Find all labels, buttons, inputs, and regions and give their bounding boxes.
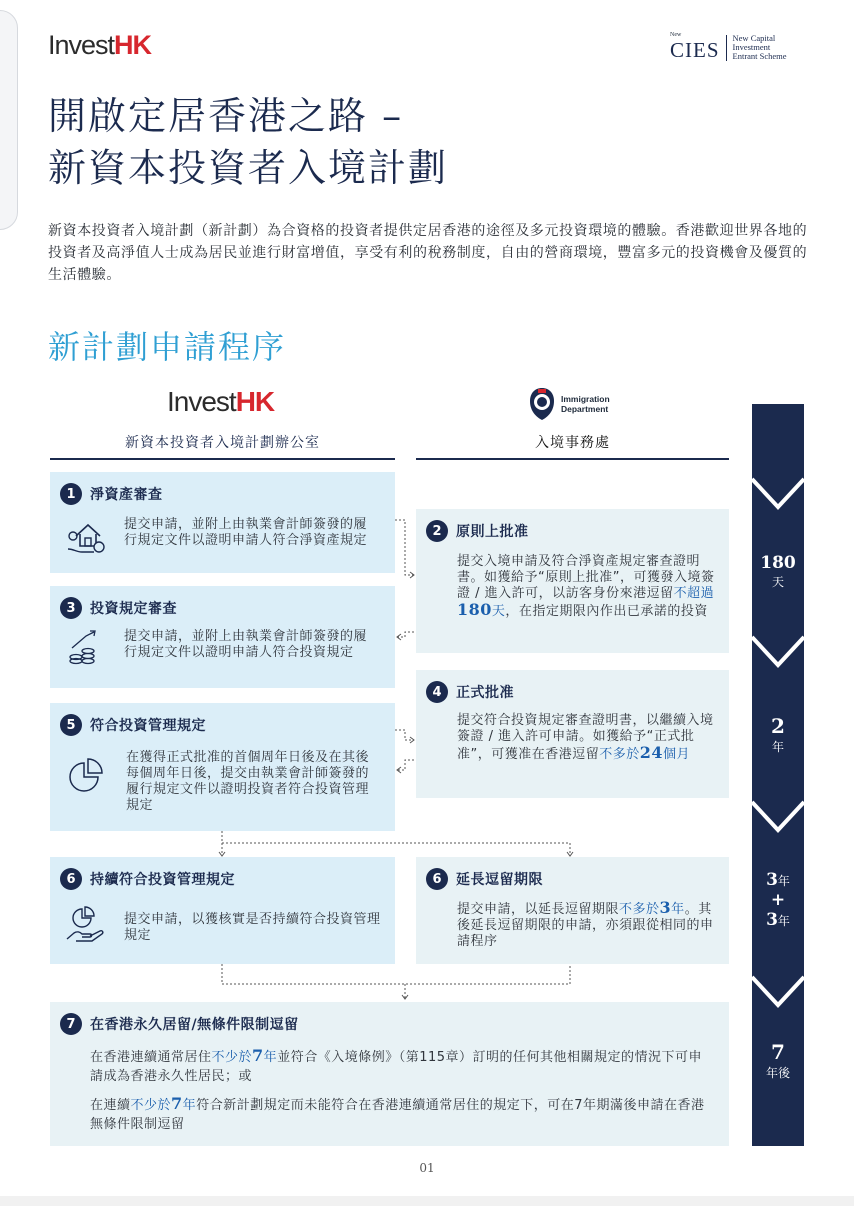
step-body: 提交申請，並附上由執業會計師簽發的履行規定文件以證明申請人符合淨資產規定 [124,517,368,548]
step-title: 持續符合投資管理規定 [90,872,235,888]
timeline-label-7-years: 7 年後 [765,1040,790,1080]
step-number: 2 [426,520,448,542]
step-title: 延長逗留期限 [456,872,543,888]
page-number: 01 [419,1161,435,1175]
step-body: 提交入境申請及符合淨資產規定審查證明書。如獲給予“原則上批准”，可獲發入境簽證 / 進入許可，以訪客身份來港逗留不超過180天，在指定期限內作出已承諾的投資 [457,554,715,619]
step-title: 在香港永久居留/無條件限制逗留 [90,1017,299,1033]
timeline-bar [752,404,804,1146]
step-body: 提交申請，以獲核實是否持續符合投資管理規定 [124,912,381,943]
cies-logo: New CIES New Capital Investment Entrant Scheme [670,32,787,62]
step-number: 4 [426,681,448,703]
page-title: 開啟定居香港之路 – 新資本投資者入境計劃 [48,94,449,190]
footer-band [0,1196,854,1206]
step-title: 正式批准 [456,685,514,701]
step-number: 7 [60,1013,82,1035]
step-title: 投資規定審查 [90,601,177,617]
column-head-immigration: 入境事務處 [535,435,610,451]
section-heading: 新計劃申請程序 [48,328,287,366]
intro-paragraph: 新資本投資者入境計劃（新計劃）為合資格的投資者提供定居香港的途徑及多元投資環境的體驗。香港歡迎世界各地的投資者及高淨值人士成為居民並進行財富增值，享受有利的稅務制度，自由的營商環境，豐富多元的投資機會及優質的生活體驗。 [48,223,808,283]
investhk-logo-column: InvestHK [167,386,275,417]
step-body: 提交申請，並附上由執業會計師簽發的履行規定文件以證明申請人符合投資規定 [124,629,368,660]
immigration-department-logo: Immigration Department [527,386,610,422]
step-body: 提交申請，以延長逗留期限不多於3年。其後延長逗留期限的申請，亦須跟從相同的申請程序 [457,898,714,949]
step-7-paragraph-1: 在香港連續通常居住不少於7年並符合《入境條例》（第115章）訂明的任何其他相關規定的情況下可申請成為香港永久性居民；或 [90,1046,703,1084]
timeline-label-2-years: 2 年 [771,714,785,754]
column-head-office: 新資本投資者入境計劃辦公室 [125,435,320,451]
step-number: 6 [426,868,448,890]
step-body: 在獲得正式批准的首個周年日後及在其後每個周年日後，提交由執業會計師簽發的履行規定文件以證明投資者符合投資管理規定 [126,750,370,813]
step-title: 淨資產審查 [90,487,163,503]
step-title: 原則上批准 [456,524,529,540]
timeline-label-180-days: 180 天 [760,553,796,589]
step-number: 5 [60,714,82,736]
timeline-chevrons [752,404,804,1146]
step-body: 提交符合投資規定審查證明書，以繼續入境簽證 / 進入許可申請。如獲給予“正式批准”，可獲准在香港逗留不多於24個月 [457,713,714,762]
step-title: 符合投資管理規定 [90,718,206,734]
step-number: 6 [60,868,82,890]
timeline-label-3-plus-3-years: 3年 + 3年 [766,870,790,930]
investhk-logo: InvestHK [48,30,152,60]
step-number: 3 [60,597,82,619]
step-number: 1 [60,483,82,505]
step-7-paragraph-2: 在連續不少於7年符合新計劃規定而未能符合在香港連續通常居住的規定下，可在7年期滿後申請在香港無條件限制逗留 [90,1094,705,1132]
